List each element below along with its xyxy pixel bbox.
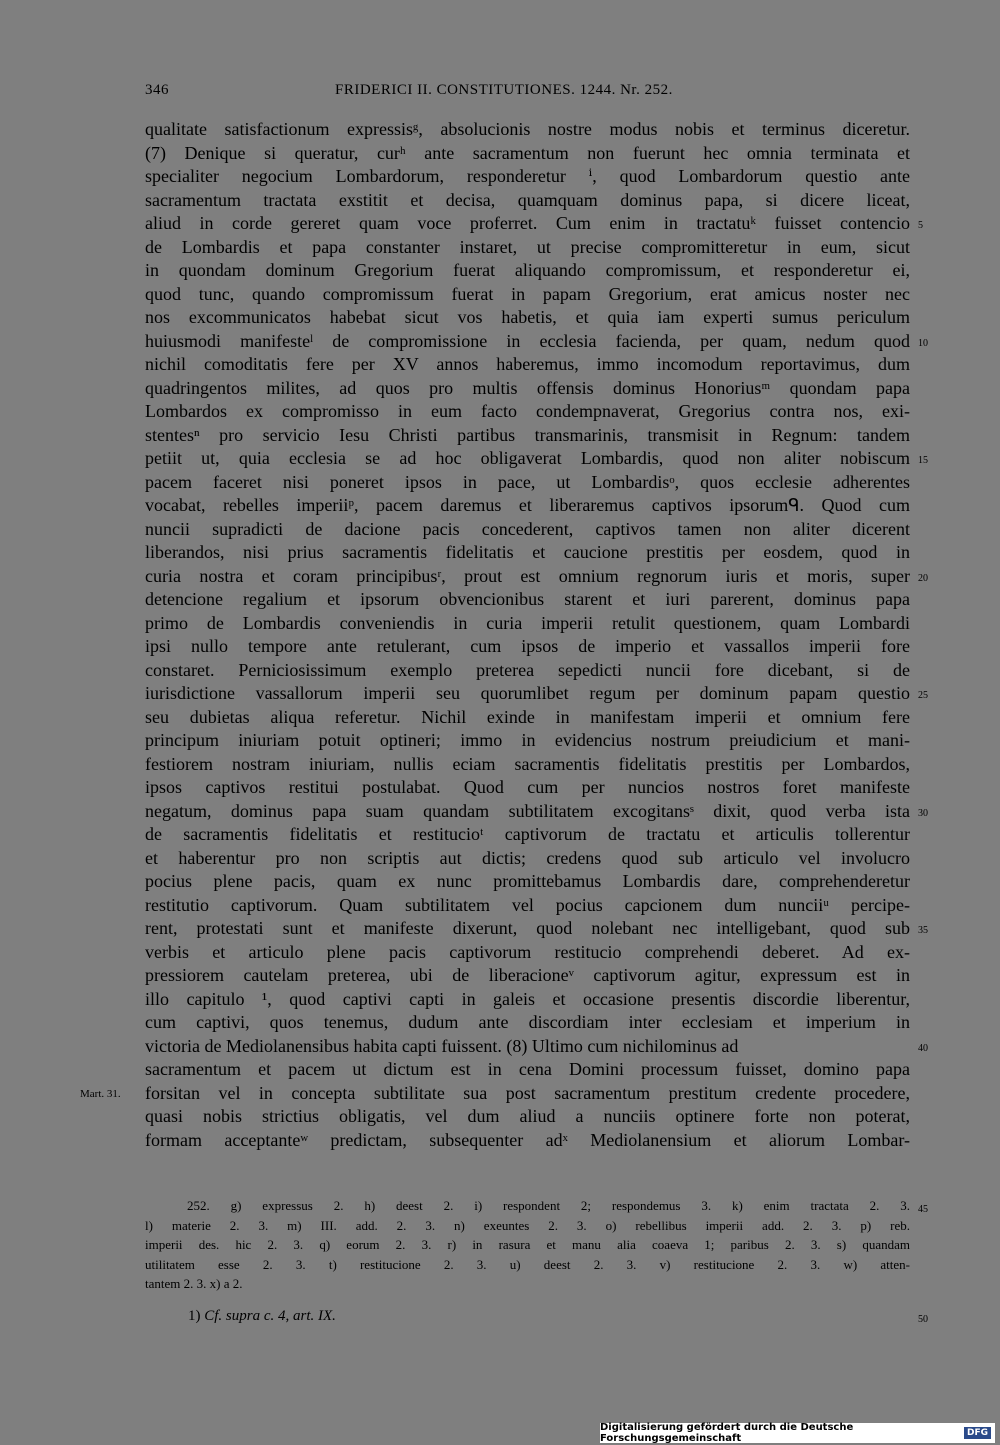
text-line: illo capitulo ¹, quod captivi capti in galeis et occasione presentis discordie liberentur, [145,988,910,1009]
footnote-line: 252. g) expressus 2. h) deest 2. i) respondent 2; respondemus 3. k) enim tractata 2. 3. [187,1198,910,1213]
text-line: (7) Denique si queratur, curʰ ante sacramentum non fuerunt hec omnia terminata et [145,142,910,163]
text-line: victoria de Mediolanensibus habita capti fuissent. (8) Ultimo cum nichilominus ad [145,1035,739,1056]
text-line: restitutio captivorum. Quam subtilitatem vel pocius capcionem dum nunciiᵘ percipe- [145,894,910,915]
line-number: 5 [918,220,923,231]
dfg-footer [600,1423,995,1443]
text-line: stentesⁿ pro servicio Iesu Christi partibus transmarinis, transmisit in Regnum: tandem [145,424,910,445]
text-line: et haberentur pro non scriptis aut dictis; credens quod sub articulo vel involucro [145,847,910,868]
dfg-logo: DFG [964,1427,991,1439]
line-number: 50 [918,1314,928,1325]
text-line: constaret. Perniciosissimum exemplo preterea sepedicti nuncii fore dicebant, si de [145,659,910,680]
footnote-line: imperii des. hic 2. 3. q) eorum 2. 3. r) in rasura et manu alia coaeva 1; paribus 2. 3. s) quandam [145,1237,910,1252]
text-line: nichil comoditatis fere per XV annos haberemus, immo incomodum reportavimus, dum [145,354,910,374]
text-line: liberandos, nisi prius sacramentis fidelitatis et caucione prestitis per eosdem, quod in [145,542,910,562]
text-line: forsitan vel in concepta subtilitate sua post sacramentum prestitum credente procedere, [145,1082,910,1103]
text-line: huiusmodi manifesteˡ de compromissione in ecclesia facienda, per quam, nedum quod [145,330,910,351]
text-line: de Lombardis et papa constanter instaret, ut precise compromitteretur in eum, sicut [145,236,910,257]
text-line: negatum, dominus papa suam quandam subtilitatem excogitansˢ dixit, quod verba ista [145,800,910,821]
text-line: qualitate satisfactionum expressisᵍ, absolucionis nostre modus nobis et terminus diceretur. [145,119,910,139]
text-line: Lombardos ex compromisso in eum facto condempnaverat, Gregorius contra nos, exi- [145,401,910,421]
line-number: 30 [918,807,928,819]
text-line: seu dubietas aliqua referetur. Nichil exinde in manifestam imperii et omnium fere [145,706,910,727]
text-line: pressiorem cautelam preterea, ubi de liberacioneᵛ captivorum agitur, expressum est in [145,965,910,985]
text-line: nos excommunicatos habebat sicut vos habetis, et quia iam experti sumus periculum [145,307,910,327]
margin-date-note: Mart. 31. [80,1088,121,1100]
running-title: FRIDERICI II. CONSTITUTIONES. 1244. Nr. 252. [335,82,673,98]
text-line: specialiter negocium Lombardorum, responderetur ⁱ, quod Lombardorum questio ante [145,166,910,186]
text-line: rent, protestati sunt et manifeste dixerunt, quod nolebant nec intelligebant, quod sub [145,918,910,938]
text-line: nuncii supradicti de dacione pacis concederent, captivos tamen non aliter dicerent [145,518,910,539]
text-line: cum captivi, quos tenemus, dudum ante discordiam inter ecclesiam et imperium in [145,1012,910,1032]
text-line: curia nostra et coram principibusʳ, prout est omnium regnorum iuris et moris, super [145,565,910,586]
editor-note [188,1308,336,1325]
editor-note-number: 1) [188,1308,201,1324]
text-line: verbis et articulo plene pacis captivorum restitucio comprehendi deberet. Ad ex- [145,941,910,962]
text-line: pocius plene pacis, quam ex nunc promittebamus Lombardis dare, comprehenderetur [145,871,910,891]
footnote-line: tantem 2. 3. x) a 2. [145,1276,243,1291]
line-number: 10 [918,337,928,349]
line-number: 45 [918,1204,928,1215]
line-number: 40 [918,1042,928,1054]
page-header [145,82,910,106]
text-line: sacramentum et pacem ut dictum est in cena Domini processum fuisset, domino papa [145,1059,910,1079]
critical-apparatus [145,1196,910,1294]
text-line: detencione regalium et ipsorum obvencionibus starent et iuri parerent, dominus papa [145,589,910,609]
text-line: ipsi nullo tempore ante retulerant, cum ipsos de imperio et vassallos imperii fore [145,636,910,656]
line-number: 15 [918,455,928,466]
text-line: in quondam dominum Gregorium fuerat aliquando compromissum, et responderetur ei, [145,260,910,280]
page-number: 346 [145,82,169,98]
text-line: festiorem nostram iniuriam, nullis eciam sacramentis fidelitatis prestitis per Lombardos, [145,753,910,774]
text-line: pacem faceret nisi poneret ipsos in pace, ut Lombardisᵒ, quos ecclesie adherentes [145,471,910,492]
footnote-line: l) materie 2. 3. m) III. add. 2. 3. n) exeuntes 2. 3. o) rebellibus imperii add. 2. 3. p) reb. [145,1217,910,1233]
line-number: 25 [918,690,928,701]
text-line: quadringentos milites, ad quos pro multis offensis dominus Honoriusᵐ quondam papa [145,377,910,398]
text-line: iurisdictione vassallorum imperii seu quorumlibet regum per dominum papam questio [145,683,910,703]
footer-text: Digitalisierung gefördert durch die Deutsche Forschungsgemeinschaft [600,1422,854,1444]
footnote-line: utilitatem esse 2. 3. t) restitucione 2. 3. u) deest 2. 3. v) restitucione 2. 3. w) atten- [145,1256,910,1272]
text-line: principum iniuriam potuit optineri; immo in evidencius nostrum preiudicium et mani- [145,730,910,750]
text-line: quod tunc, quando compromissum fuerat in papam Gregorium, erat amicus noster nec [145,283,910,304]
text-line: de sacramentis fidelitatis et restitucioᵗ captivorum de tractatu et articulis tollerentur [145,824,910,844]
line-number: 35 [918,925,928,936]
text-line: ipsos captivos restitui postulabat. Quod cum per nuncios nostros foret manifeste [145,777,910,797]
text-line: aliud in corde gereret quam voce proferret. Cum enim in tractatuᵏ fuisset contencio [145,213,910,233]
text-line: formam acceptanteʷ predictam, subsequenter adˣ Mediolanensium et aliorum Lombar- [145,1129,910,1150]
text-line: quasi nobis strictius obligatis, vel dum aliud a nunciis optinere forte non poterat, [145,1106,910,1126]
line-number: 20 [918,572,928,584]
text-line: primo de Lombardis conveniendis in curia imperii retulit questionem, quam Lombardi [145,612,910,633]
text-line: petiit ut, quia ecclesia se ad hoc obligaverat Lombardis, quod non aliter nobiscum [145,448,910,468]
text-line: sacramentum tractata exstitit et decisa, quamquam dominus papa, si dicere liceat, [145,189,910,210]
editor-note-text: Cf. supra c. 4, art. IX. [204,1308,336,1324]
text-line: vocabat, rebelles imperiiᵖ, pacem daremus et liberaremus captivos ipsorumᑫ. Quod cum [145,495,910,515]
main-text [145,118,910,1152]
